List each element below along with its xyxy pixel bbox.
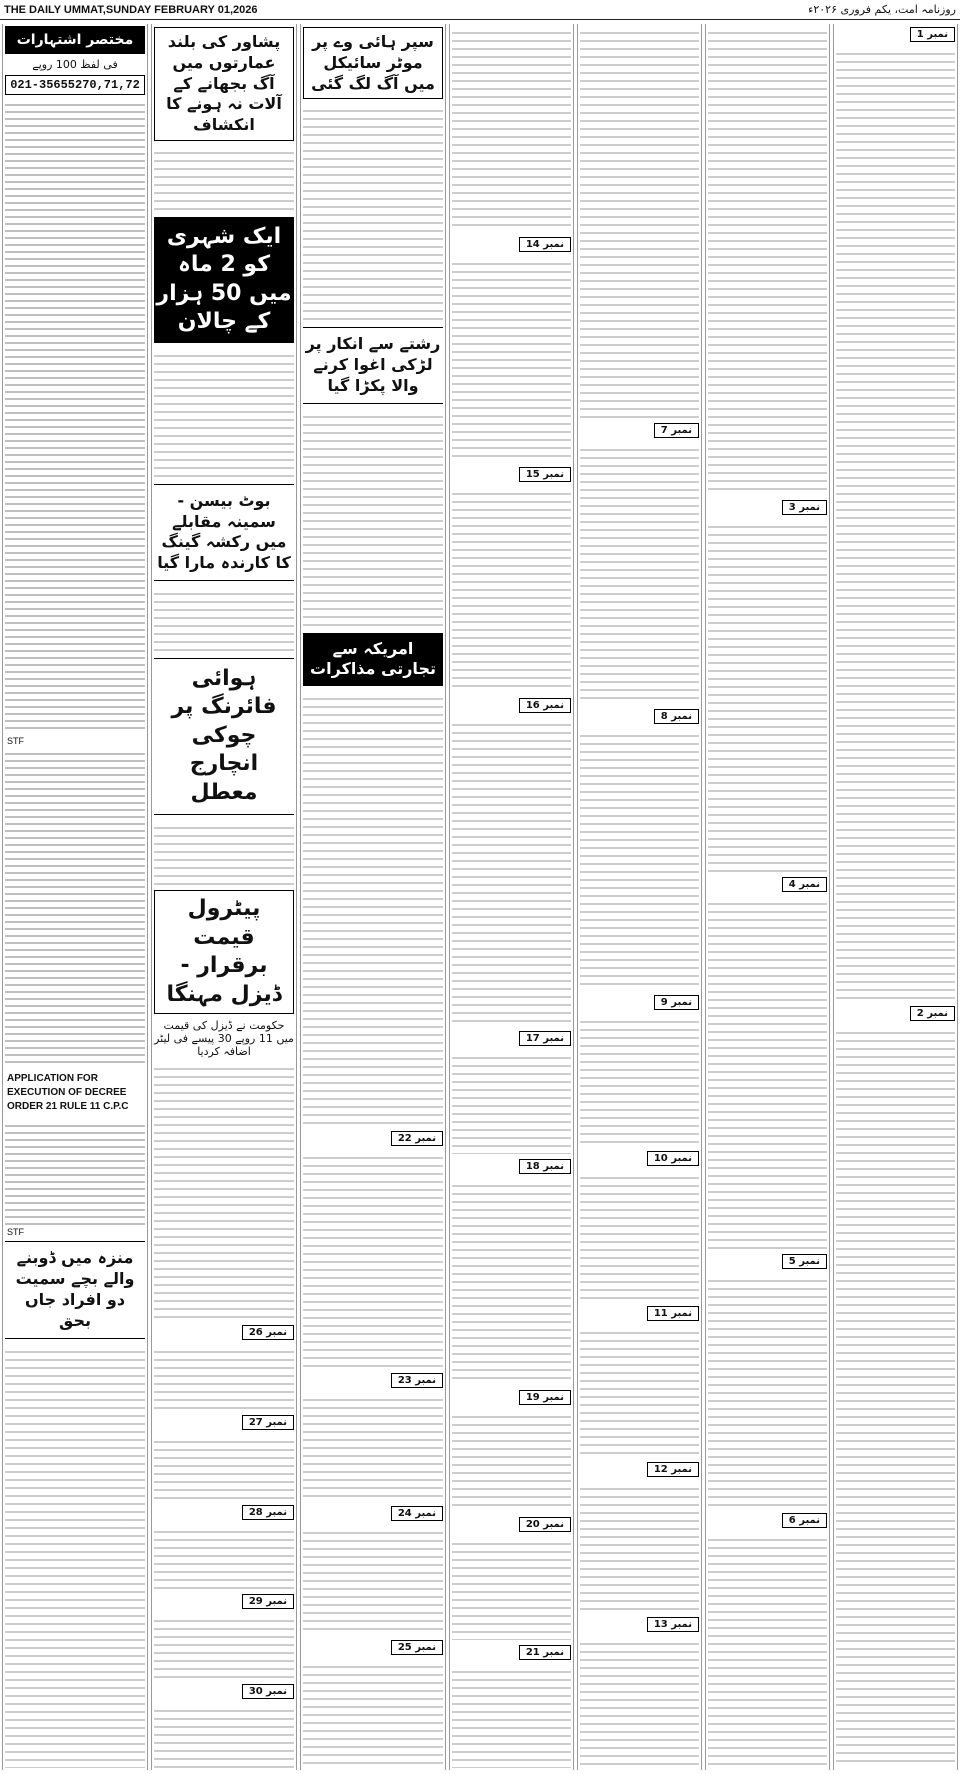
article-body [154,1345,294,1410]
section-chip: نمبر 11 [647,1306,699,1321]
section-chip: نمبر 14 [519,237,571,252]
section-chip: نمبر 19 [519,1390,571,1405]
section-chip: نمبر 4 [782,877,827,892]
classifieds-phone: 021-35655270,71,72 [5,75,145,95]
headline: سپر ہائی وے پر موٹر سائیکل میں آگ لگ گئی [303,27,443,99]
section-chip: نمبر 27 [242,1415,294,1430]
column-4 [449,24,574,1770]
column-7-classifieds [2,24,148,1770]
legal-notice-title: APPLICATION FOR EXECUTION OF DECREE ORDER 21 RULE 11 C.P.C [7,1072,129,1112]
column-6 [151,24,297,1770]
article-body [580,26,699,418]
article-body [5,1345,145,1768]
subheadline: حکومت نے ڈیزل کی قیمت میں 11 روپے 30 پیسے فی لیٹر اضافہ کردیا [154,1019,294,1059]
masthead [0,0,960,20]
section-chip: نمبر 5 [782,1254,827,1269]
article-body [303,1526,443,1634]
headline-main: ایک شہری کو 2 ماہ میں 50 ہزار کے چالان [154,217,294,343]
section-chip: نمبر 30 [242,1684,294,1699]
article-body [580,1482,699,1613]
section-chip: نمبر 20 [519,1517,571,1532]
section-chip: نمبر 1 [910,27,955,42]
article-body [452,487,571,693]
article-body [452,718,571,1026]
classifieds-rate: فی لفظ 100 روپے [32,58,118,71]
section-chip: نمبر 28 [242,1505,294,1520]
section-chip: نمبر 26 [242,1325,294,1340]
headline: منزہ میں ڈوبنے والے بچے سمیت دو افراد جاں بحق [5,1241,145,1338]
section-chip: نمبر 15 [519,467,571,482]
article-body [154,1614,294,1679]
headline: پشاور کی بلند عمارتوں میں آگ بجھانے کے آلات نہ ہونے کا انکشاف [154,27,294,141]
article-body [708,520,827,872]
column-5 [300,24,446,1770]
section-chip: نمبر 22 [391,1131,443,1146]
article-body [452,1051,571,1154]
masthead-urdu: روزنامہ امت، یکم فروری ۲۰۲۶ء [808,3,956,16]
section-chip: نمبر 13 [647,1617,699,1632]
article-body [452,1179,571,1385]
article-body [708,1533,827,1768]
article-body [154,587,294,652]
article-body [836,1026,955,1768]
section-chip: نمبر 2 [910,1006,955,1021]
article-body [580,443,699,704]
section-chip: نمبر 7 [654,423,699,438]
section-chip: نمبر 29 [242,1594,294,1609]
article-body [452,257,571,463]
section-chip: نمبر 21 [519,1645,571,1660]
section-chip: نمبر 10 [647,1151,699,1166]
article-body [303,1151,443,1368]
article-body [580,1015,699,1146]
headline: رشتے سے انکار پر لڑکی اغوا کرنے والا پکڑا گیا [303,327,443,403]
article-body [154,821,294,886]
article-body [452,26,571,232]
column-2 [705,24,830,1770]
stf-marker: STF [7,1227,24,1238]
article-body [303,410,443,627]
section-chip: نمبر 6 [782,1513,827,1528]
section-chip: نمبر 12 [647,1462,699,1477]
masthead-english: THE DAILY UMMAT,SUNDAY FEBRUARY 01,2026 [4,3,258,16]
headline: امریکہ سے تجارتی مذاکرات [303,633,443,687]
classifieds-title: مختصر اشتہارات [5,26,145,54]
legal-notice-body [5,1120,145,1226]
article-body [154,1704,294,1769]
headline: ہوائی فائرنگ پر چوکی انچارج معطل [154,658,294,815]
section-chip: نمبر 17 [519,1031,571,1046]
classified-ads [5,99,145,734]
article-body [303,692,443,1126]
section-chip: نمبر 24 [391,1506,443,1521]
article-body [452,1665,571,1768]
section-chip: نمبر 8 [654,709,699,724]
headline: پیٹرول قیمت برقرار - ڈیزل مہنگا [154,890,294,1014]
article-body [154,349,294,478]
article-body [452,1537,571,1640]
newspaper-columns [2,24,958,1770]
article-body [303,1660,443,1768]
section-chip: نمبر 18 [519,1159,571,1174]
article-body [836,47,955,1001]
article-body [580,1171,699,1302]
article-body [452,1410,571,1513]
article-body [303,1393,443,1501]
article-body [708,26,827,495]
article-body [708,1274,827,1509]
article-body [580,729,699,990]
column-1 [833,24,958,1770]
article-body [154,1435,294,1500]
column-3 [577,24,702,1770]
section-chip: نمبر 16 [519,698,571,713]
section-chip: نمبر 9 [654,995,699,1010]
article-body [580,1637,699,1768]
article-body [154,1062,294,1320]
article-body [303,104,443,321]
headline: بوٹ بیسن - سمینہ مقابلے میں رکشہ گینگ کا کارندہ مارا گیا [154,484,294,581]
section-chip: نمبر 23 [391,1373,443,1388]
classified-ads [5,748,145,1066]
stf-marker: STF [7,736,24,747]
article-body [154,146,294,211]
section-chip: نمبر 25 [391,1640,443,1655]
article-body [154,1525,294,1590]
section-chip: نمبر 3 [782,500,827,515]
article-body [708,897,827,1249]
article-body [580,1326,699,1457]
